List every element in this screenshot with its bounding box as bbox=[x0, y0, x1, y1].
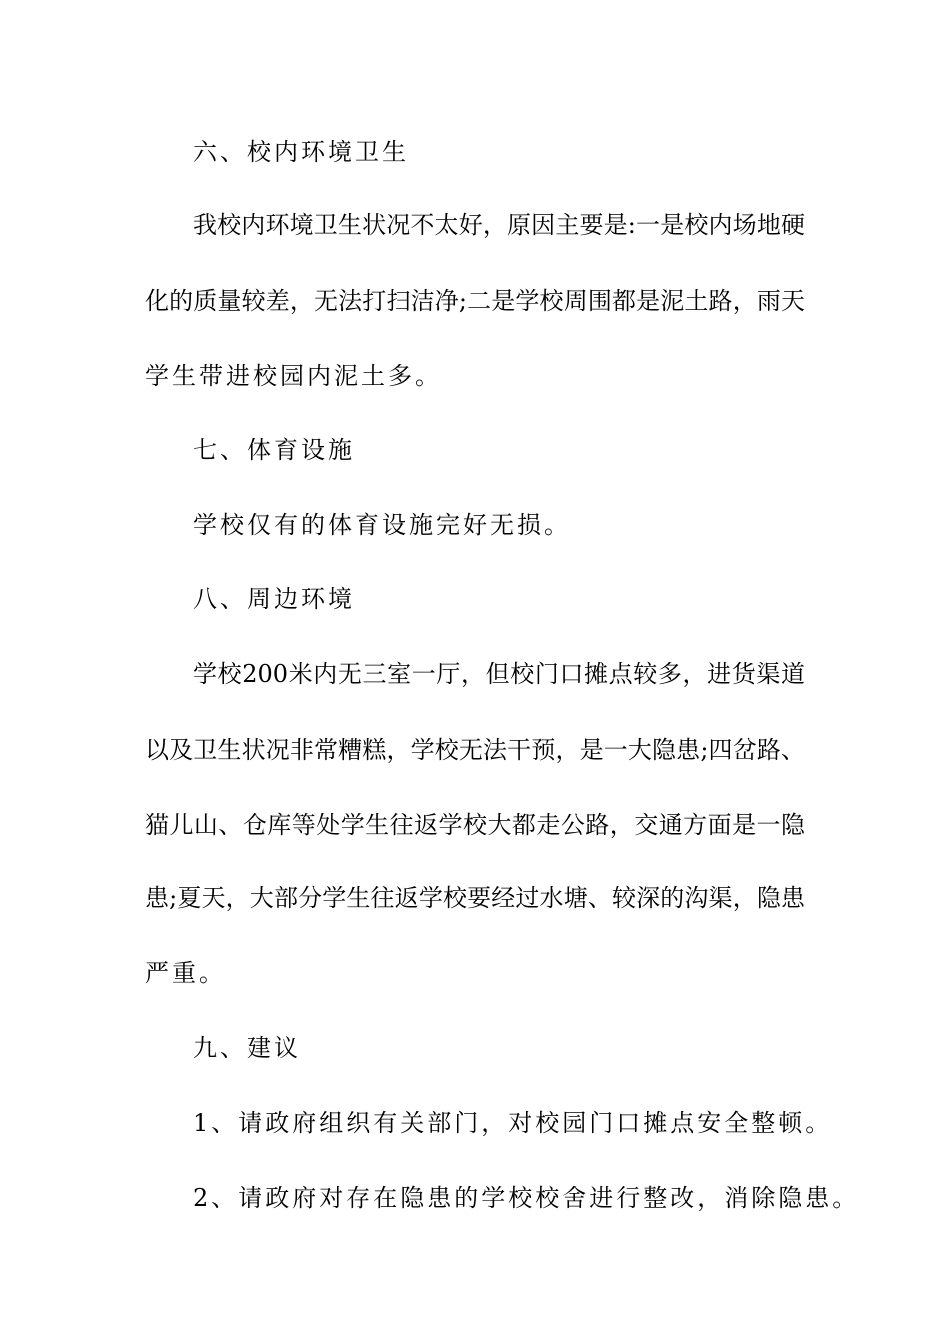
section-heading-7: 七、体育设施 bbox=[193, 436, 355, 464]
section-heading-8: 八、周边环境 bbox=[193, 585, 355, 613]
paragraph-line: 严重。 bbox=[145, 959, 226, 987]
suggestion-item-1: 1、请政府组织有关部门，对校园门口摊点安全整顿。 bbox=[193, 1109, 833, 1137]
paragraph-line: 学校仅有的体育设施完好无损。 bbox=[193, 511, 571, 539]
section-heading-6: 六、校内环境卫生 bbox=[193, 138, 409, 166]
paragraph-line: 化的质量较差，无法打扫洁净;二是学校周围都是泥土路，雨天 bbox=[145, 287, 805, 315]
paragraph-line: 患;夏天，大部分学生往返学校要经过水塘、较深的沟渠，隐患 bbox=[145, 884, 805, 912]
section-heading-9: 九、建议 bbox=[193, 1034, 301, 1062]
paragraph-line: 学校200米内无三室一厅，但校门口摊点较多，进货渠道 bbox=[193, 660, 805, 688]
paragraph-line: 猫儿山、仓库等处学生往返学校大都走公路，交通方面是一隐 bbox=[145, 811, 805, 839]
paragraph-line: 学生带进校园内泥土多。 bbox=[145, 362, 442, 390]
suggestion-item-2: 2、请政府对存在隐患的学校校舍进行整改，消除隐患。 bbox=[193, 1184, 860, 1212]
paragraph-line: 以及卫生状况非常糟糕，学校无法干预，是一大隐患;四岔路、 bbox=[145, 736, 805, 764]
paragraph-line: 我校内环境卫生状况不太好，原因主要是:一是校内场地硬 bbox=[193, 211, 805, 239]
